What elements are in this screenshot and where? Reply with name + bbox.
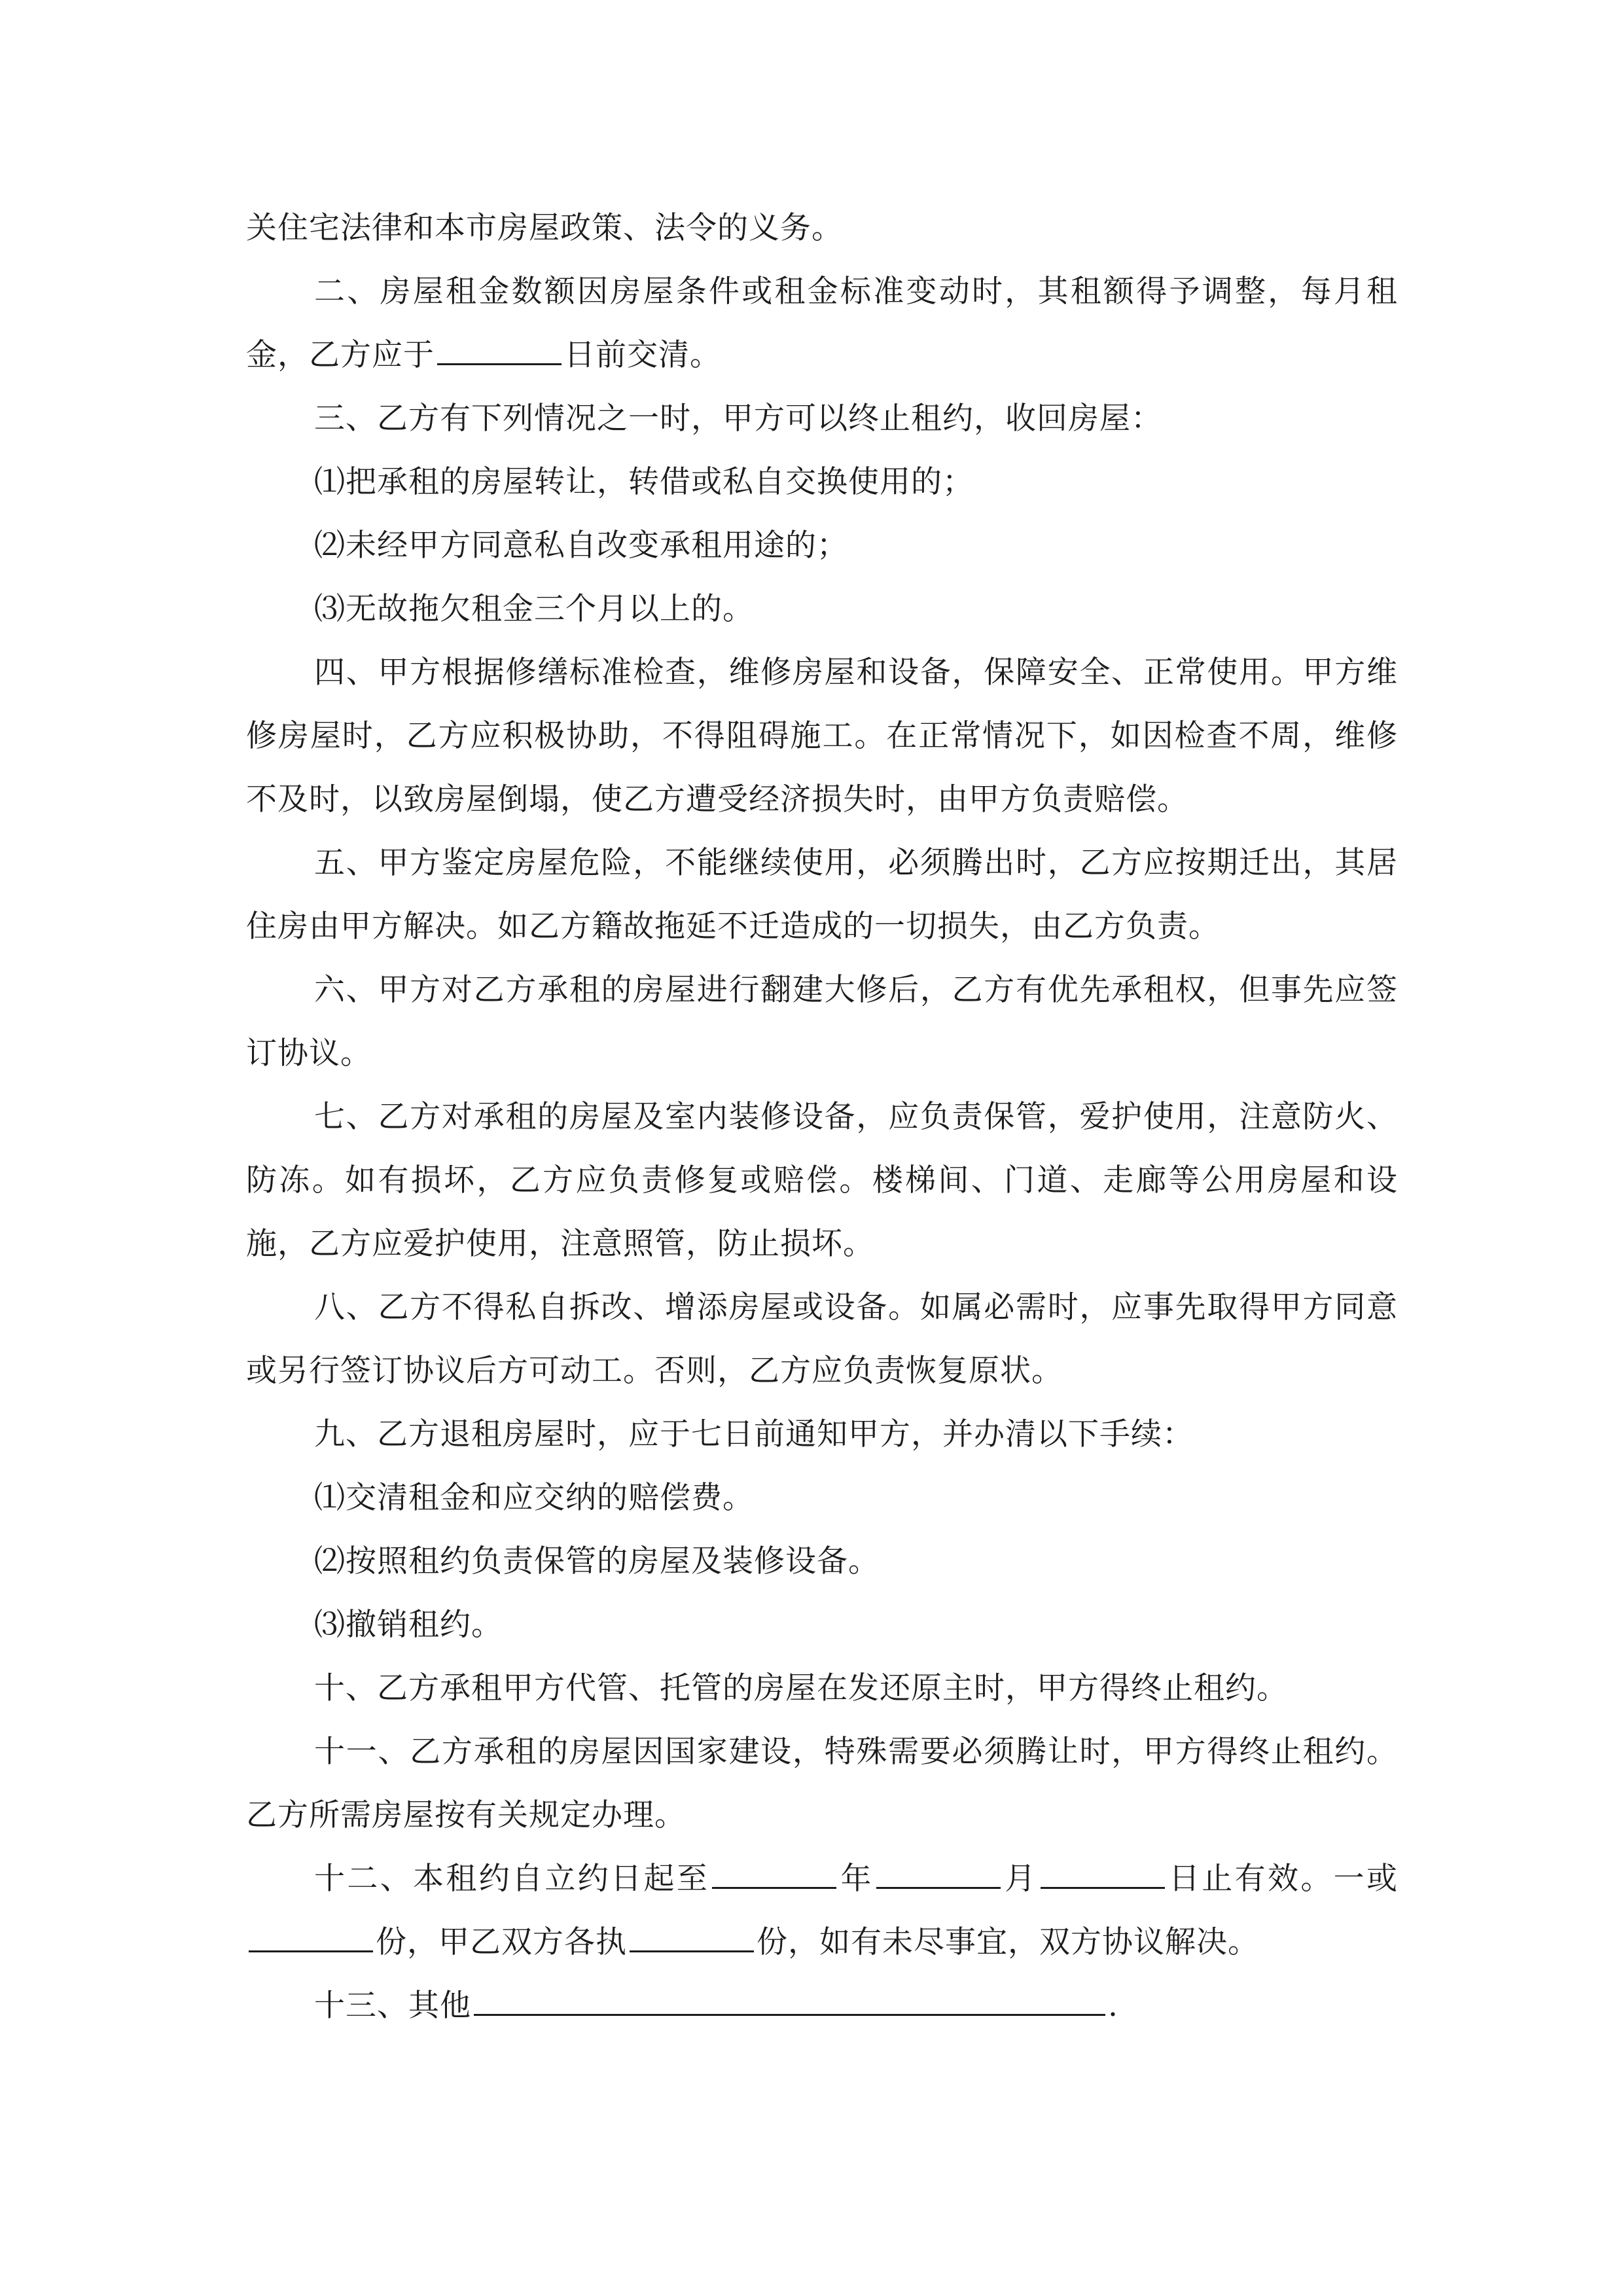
paragraph-continuation: 关住宅法律和本市房屋政策、法令的义务。: [246, 210, 843, 246]
clause-3-item-1: ⑴把承租的房屋转让，转借或私自交换使用的；: [314, 464, 974, 500]
document-page: [246, 196, 1398, 2037]
other-blank-field[interactable]: [474, 2013, 1105, 2016]
clause-12-text-c: 月: [1003, 1861, 1038, 1897]
clause-3-item-2: ⑵未经甲方同意私自改变承租用途的；: [314, 528, 848, 564]
clause-8-alteration: 八、乙方不得私自拆改、增添房屋或设备。如属必需时，应事先取得甲方同意或另行签订协议后方可动工。否则，乙方应负责恢复原状。: [246, 1289, 1398, 1389]
clause-3-termination: 三、乙方有下列情况之一时，甲方可以终止租约，收回房屋：: [314, 401, 1162, 437]
day-blank-field[interactable]: [1041, 1886, 1165, 1889]
blank-field[interactable]: [437, 363, 562, 365]
clause-9-item-3: ⑶撤销租约。: [314, 1607, 503, 1643]
clause-7-custody: 七、乙方对承租的房屋及室内装修设备，应负责保管，爱护使用，注意防火、防冻。如有损坏，乙方应负责修复或赔偿。楼梯间、门道、走廊等公用房屋和设施，乙方应爱护使用，注意照管，防止损坏。: [246, 1099, 1398, 1262]
month-blank-field[interactable]: [876, 1886, 1001, 1889]
clause-12-validity: [246, 1847, 1398, 1974]
clause-10-return: 十、乙方承租甲方代管、托管的房屋在发还原主时，甲方得终止租约。: [314, 1670, 1288, 1706]
copies-blank-field[interactable]: [249, 1950, 373, 1952]
clause-12-text-d: 日止有效。一或: [1167, 1861, 1399, 1897]
clause-12-text-b: 年: [839, 1861, 874, 1897]
clause-9-item-2: ⑵按照租约负责保管的房屋及装修设备。: [314, 1543, 880, 1579]
clause-9-move-out: 九、乙方退租房屋时，应于七日前通知甲方，并办清以下手续：: [314, 1416, 1194, 1452]
clause-2-rent-adjustment: [246, 260, 1398, 387]
clause-13-text-b: .: [1108, 1988, 1118, 2024]
clause-11-state-construction: 十一、乙方承租的房屋因国家建设，特殊需要必须腾让时，甲方得终止租约。乙方所需房屋按有关规定办理。: [246, 1734, 1398, 1833]
clause-4-maintenance: 四、甲方根据修缮标准检查，维修房屋和设备，保障安全、正常使用。甲方维修房屋时，乙方应积极协助，不得阻碍施工。在正常情况下，如因检查不周，维修不及时，以致房屋倒塌，使乙方遭受经济损失时，由甲方负责赔偿。: [246, 655, 1398, 817]
clause-6-renovation: 六、甲方对乙方承租的房屋进行翻建大修后，乙方有优先承租权，但事先应签订协议。: [246, 972, 1398, 1071]
clause-12-text-a: 十二、本租约自立约日起至: [314, 1861, 710, 1897]
year-blank-field[interactable]: [712, 1886, 836, 1889]
clause-2-text: 二、房屋租金数额因房屋条件或租金标准变动时，其租额得予调整，每月租金，乙方应于: [246, 274, 1398, 373]
clause-5-danger: 五、甲方鉴定房屋危险，不能继续使用，必须腾出时，乙方应按期迁出，其居住房由甲方解决。如乙方籍故拖延不迁造成的一切损失，由乙方负责。: [246, 845, 1398, 944]
each-copies-blank-field[interactable]: [630, 1950, 754, 1952]
clause-12-text-e: 份，甲乙双方各执: [376, 1924, 627, 1960]
clause-2-text-end: 日前交清。: [564, 337, 721, 373]
clause-13-other: [246, 1974, 1398, 2037]
clause-13-text-a: 十三、其他: [314, 1988, 471, 2024]
clause-9-item-1: ⑴交清租金和应交纳的赔偿费。: [314, 1480, 754, 1516]
clause-12-text-f: 份，如有未尽事宜，双方协议解决。: [757, 1924, 1259, 1960]
clause-3-item-3: ⑶无故拖欠租金三个月以上的。: [314, 591, 754, 627]
